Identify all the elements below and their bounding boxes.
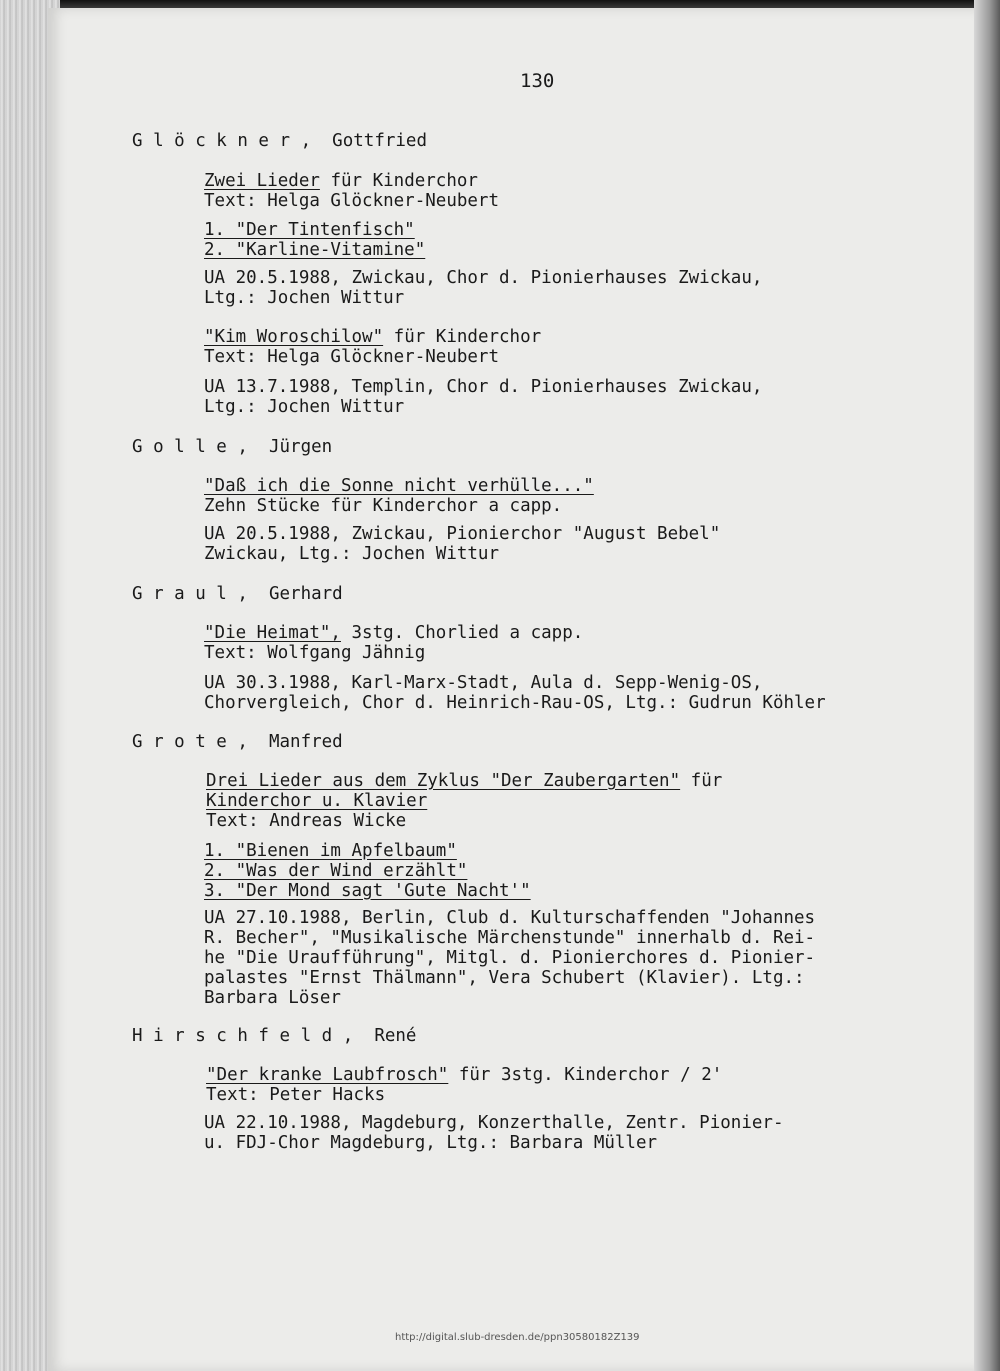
work-title-rest: für 3stg. Kinderchor / 2' xyxy=(448,1065,723,1085)
work-entry xyxy=(204,171,499,211)
work-text-credit: Zehn Stücke für Kinderchor a capp. xyxy=(204,496,563,516)
premiere-info xyxy=(204,673,826,713)
composer-name: G l ö c k n e r , Gottfried xyxy=(132,131,428,151)
work-entry xyxy=(206,1065,722,1105)
premiere-line: he "Die Uraufführung", Mitgl. d. Pionierchores d. Pionier- xyxy=(204,948,816,968)
work-title-rest: 3stg. Chorlied a capp. xyxy=(340,623,584,643)
work-items xyxy=(204,220,425,260)
premiere-line: UA 30.3.1988, Karl-Marx-Stadt, Aula d. Sepp-Wenig-OS, xyxy=(204,673,763,693)
work-title: Zwei Lieder xyxy=(204,171,320,191)
premiere-line: UA 27.10.1988, Berlin, Club d. Kulturschaffenden "Johannes xyxy=(204,908,816,928)
work-title-rest: für Kinderchor xyxy=(319,171,478,191)
premiere-line: UA 20.5.1988, Zwickau, Chor d. Pionierhauses Zwickau, xyxy=(204,268,763,288)
work-entry xyxy=(206,771,722,831)
composer-name: G r o t e , Manfred xyxy=(132,732,343,752)
page-right-shadow xyxy=(974,0,1000,1371)
work-text-credit: Text: Helga Glöckner-Neubert xyxy=(204,347,500,367)
work-title: "Der kranke Laubfrosch" xyxy=(206,1065,449,1085)
work-text-credit: Text: Helga Glöckner-Neubert xyxy=(204,191,500,211)
work-text-credit: Text: Andreas Wicke xyxy=(206,811,407,831)
premiere-line: Chorvergleich, Chor d. Heinrich-Rau-OS, Ltg.: Gudrun Köhler xyxy=(204,693,826,713)
premiere-line: Barbara Löser xyxy=(204,988,341,1008)
work-entry xyxy=(204,327,541,367)
composer-name: H i r s c h f e l d , René xyxy=(132,1026,417,1046)
work-title: "Die Heimat", xyxy=(204,623,341,643)
work-items xyxy=(204,841,531,901)
work-item: 1. "Bienen im Apfelbaum" xyxy=(204,841,457,861)
work-text-credit: Text: Wolfgang Jähnig xyxy=(204,643,426,663)
premiere-line: u. FDJ-Chor Magdeburg, Ltg.: Barbara Müller xyxy=(204,1133,658,1153)
work-title: Drei Lieder aus dem Zyklus "Der Zaubergarten" xyxy=(206,771,681,791)
work-item: 2. "Karline-Vitamine" xyxy=(204,240,426,260)
premiere-line: UA 22.10.1988, Magdeburg, Konzerthalle, Zentr. Pionier- xyxy=(204,1113,784,1133)
premiere-line: palastes "Ernst Thälmann", Vera Schubert (Klavier). Ltg.: xyxy=(204,968,805,988)
work-entry xyxy=(204,623,583,663)
premiere-line: Zwickau, Ltg.: Jochen Wittur xyxy=(204,544,500,564)
page-number: 130 xyxy=(520,70,555,92)
source-url: http://digital.slub-dresden.de/ppn30580182Z139 xyxy=(395,1332,640,1343)
work-title-line2: Kinderchor u. Klavier xyxy=(206,791,428,811)
composer-name: G o l l e , Jürgen xyxy=(132,437,333,457)
premiere-info xyxy=(204,524,720,564)
work-title-rest: für Kinderchor xyxy=(383,327,542,347)
work-entry xyxy=(204,476,594,516)
work-item: 1. "Der Tintenfisch" xyxy=(204,220,415,240)
premiere-info xyxy=(204,377,762,417)
work-title: "Kim Woroschilow" xyxy=(204,327,384,347)
premiere-info xyxy=(204,268,762,308)
premiere-line: UA 13.7.1988, Templin, Chor d. Pionierhauses Zwickau, xyxy=(204,377,763,397)
work-title-rest: für xyxy=(680,771,723,791)
premiere-line: UA 20.5.1988, Zwickau, Pionierchor "August Bebel" xyxy=(204,524,721,544)
premiere-info xyxy=(204,1113,783,1153)
premiere-info xyxy=(204,908,815,1008)
composer-name: G r a u l , Gerhard xyxy=(132,584,343,604)
premiere-line: R. Becher", "Musikalische Märchenstunde" innerhalb d. Rei- xyxy=(204,928,816,948)
work-text-credit: Text: Peter Hacks xyxy=(206,1085,386,1105)
premiere-line: Ltg.: Jochen Wittur xyxy=(204,397,405,417)
work-title: "Daß ich die Sonne nicht verhülle..." xyxy=(204,476,594,496)
work-item: 2. "Was der Wind erzählt" xyxy=(204,861,468,881)
work-item: 3. "Der Mond sagt 'Gute Nacht'" xyxy=(204,881,531,901)
premiere-line: Ltg.: Jochen Wittur xyxy=(204,288,405,308)
